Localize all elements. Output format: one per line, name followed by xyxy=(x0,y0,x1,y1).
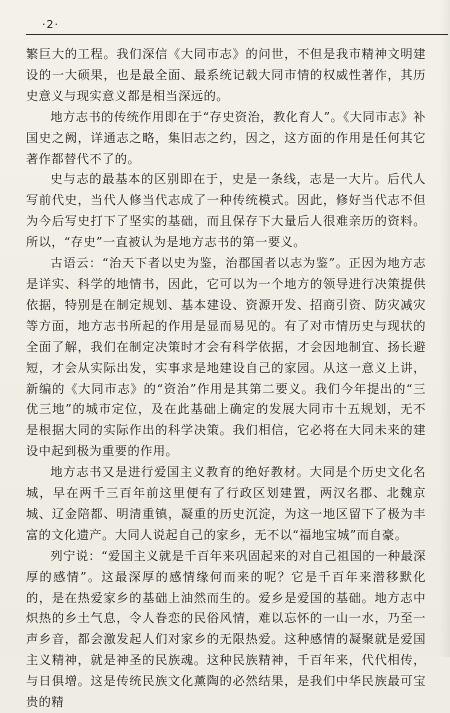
paragraph-3: 史与志的最基本的区别即在于，史是一条线，志是一大片。后代人写前代史，当代人修当代志成了一种传统模式。因此，修好当代志不但为今后写史打下了坚实的基础，而且保存下大量后人很难亲历的资料。所以，“存史”一直被认为是地方志书的第一要义。 xyxy=(26,172,426,250)
paragraph-6: 列宁说：“爱国主义就是千百年来巩固起来的对自己祖国的一种最深厚的感情”。这最深厚的感情缘何而来的呢？它是千百年来潜移默化的，是在热爱家乡的基础上油然而生的。爱乡是爱国的基础。地方志中炽热的乡土气息，令人眷恋的民俗风情，难以忘怀的一山一水，乃至一声乡音，都会激发起人们对家乡的无限热爱。这种感情的凝聚就是爱国主义精神，就是神圣的民族魂。这种民族精神，千百年来，代代相传，与日俱增。这是传统民族文化薰陶的必然结果，是我们中华民族最可宝贵的精 xyxy=(26,548,426,710)
header-rule xyxy=(26,34,448,35)
page-number: ·2· xyxy=(42,18,59,31)
page-edge-shadow xyxy=(440,0,450,657)
page-header xyxy=(16,18,436,34)
paragraph-2: 地方志书的传统作用即在于“存史资治，教化育人”。《大同市志》补国史之阙，详通志之略，集旧志之约，因之，这方面的作用是任何其它著作都替代不了的。 xyxy=(26,109,426,166)
paragraph-1: 繁巨大的工程。我们深信《大同市志》的问世，不但是我市精神文明建设的一大硕果，也是最全面、最系统记载大同市情的权威性著作，其历史意义与现实意义都是相当深远的。 xyxy=(26,47,426,103)
paragraph-5: 地方志书又是进行爱国主义教育的绝好教材。大同是个历史文化名城，早在两千三百年前这里便有了行政区划建置，两汉名郡、北魏京城、辽金陪都、明清重镇，凝重的历史沉淀，为这一地区留下了极为丰富的文化遗产。大同人说起自己的家乡，无不以“福地宝城”而自豪。 xyxy=(26,465,426,542)
paragraph-4: 古语云：“治天下者以史为鉴，治郡国者以志为鉴”。正因为地方志是详实、科学的地情书，因此，它可以为一个地方的领导进行决策提供依据，特别是在制定规划、基本建设、资源开发、招商引资、防灾减灾等方面，地方志书所起的作用是显而易见的。有了对市情历史与现状的全面了解，我们在制定决策时才会有科学依据，才会因地制宜、扬长避短，才会从实际出发，实事求是地建设自己的家园。从这一意义上讲，新编的《大同市志》的“资治”作用是其第二要义。我们今年提出的“三优三地”的城市定位，及在此基础上确定的发展大同市十五规划，无不是根据大同的实际作出的科学决策。我们相信，它必将在大同未来的建设中起到极为重要的作用。 xyxy=(26,256,426,459)
body-text xyxy=(26,44,426,713)
